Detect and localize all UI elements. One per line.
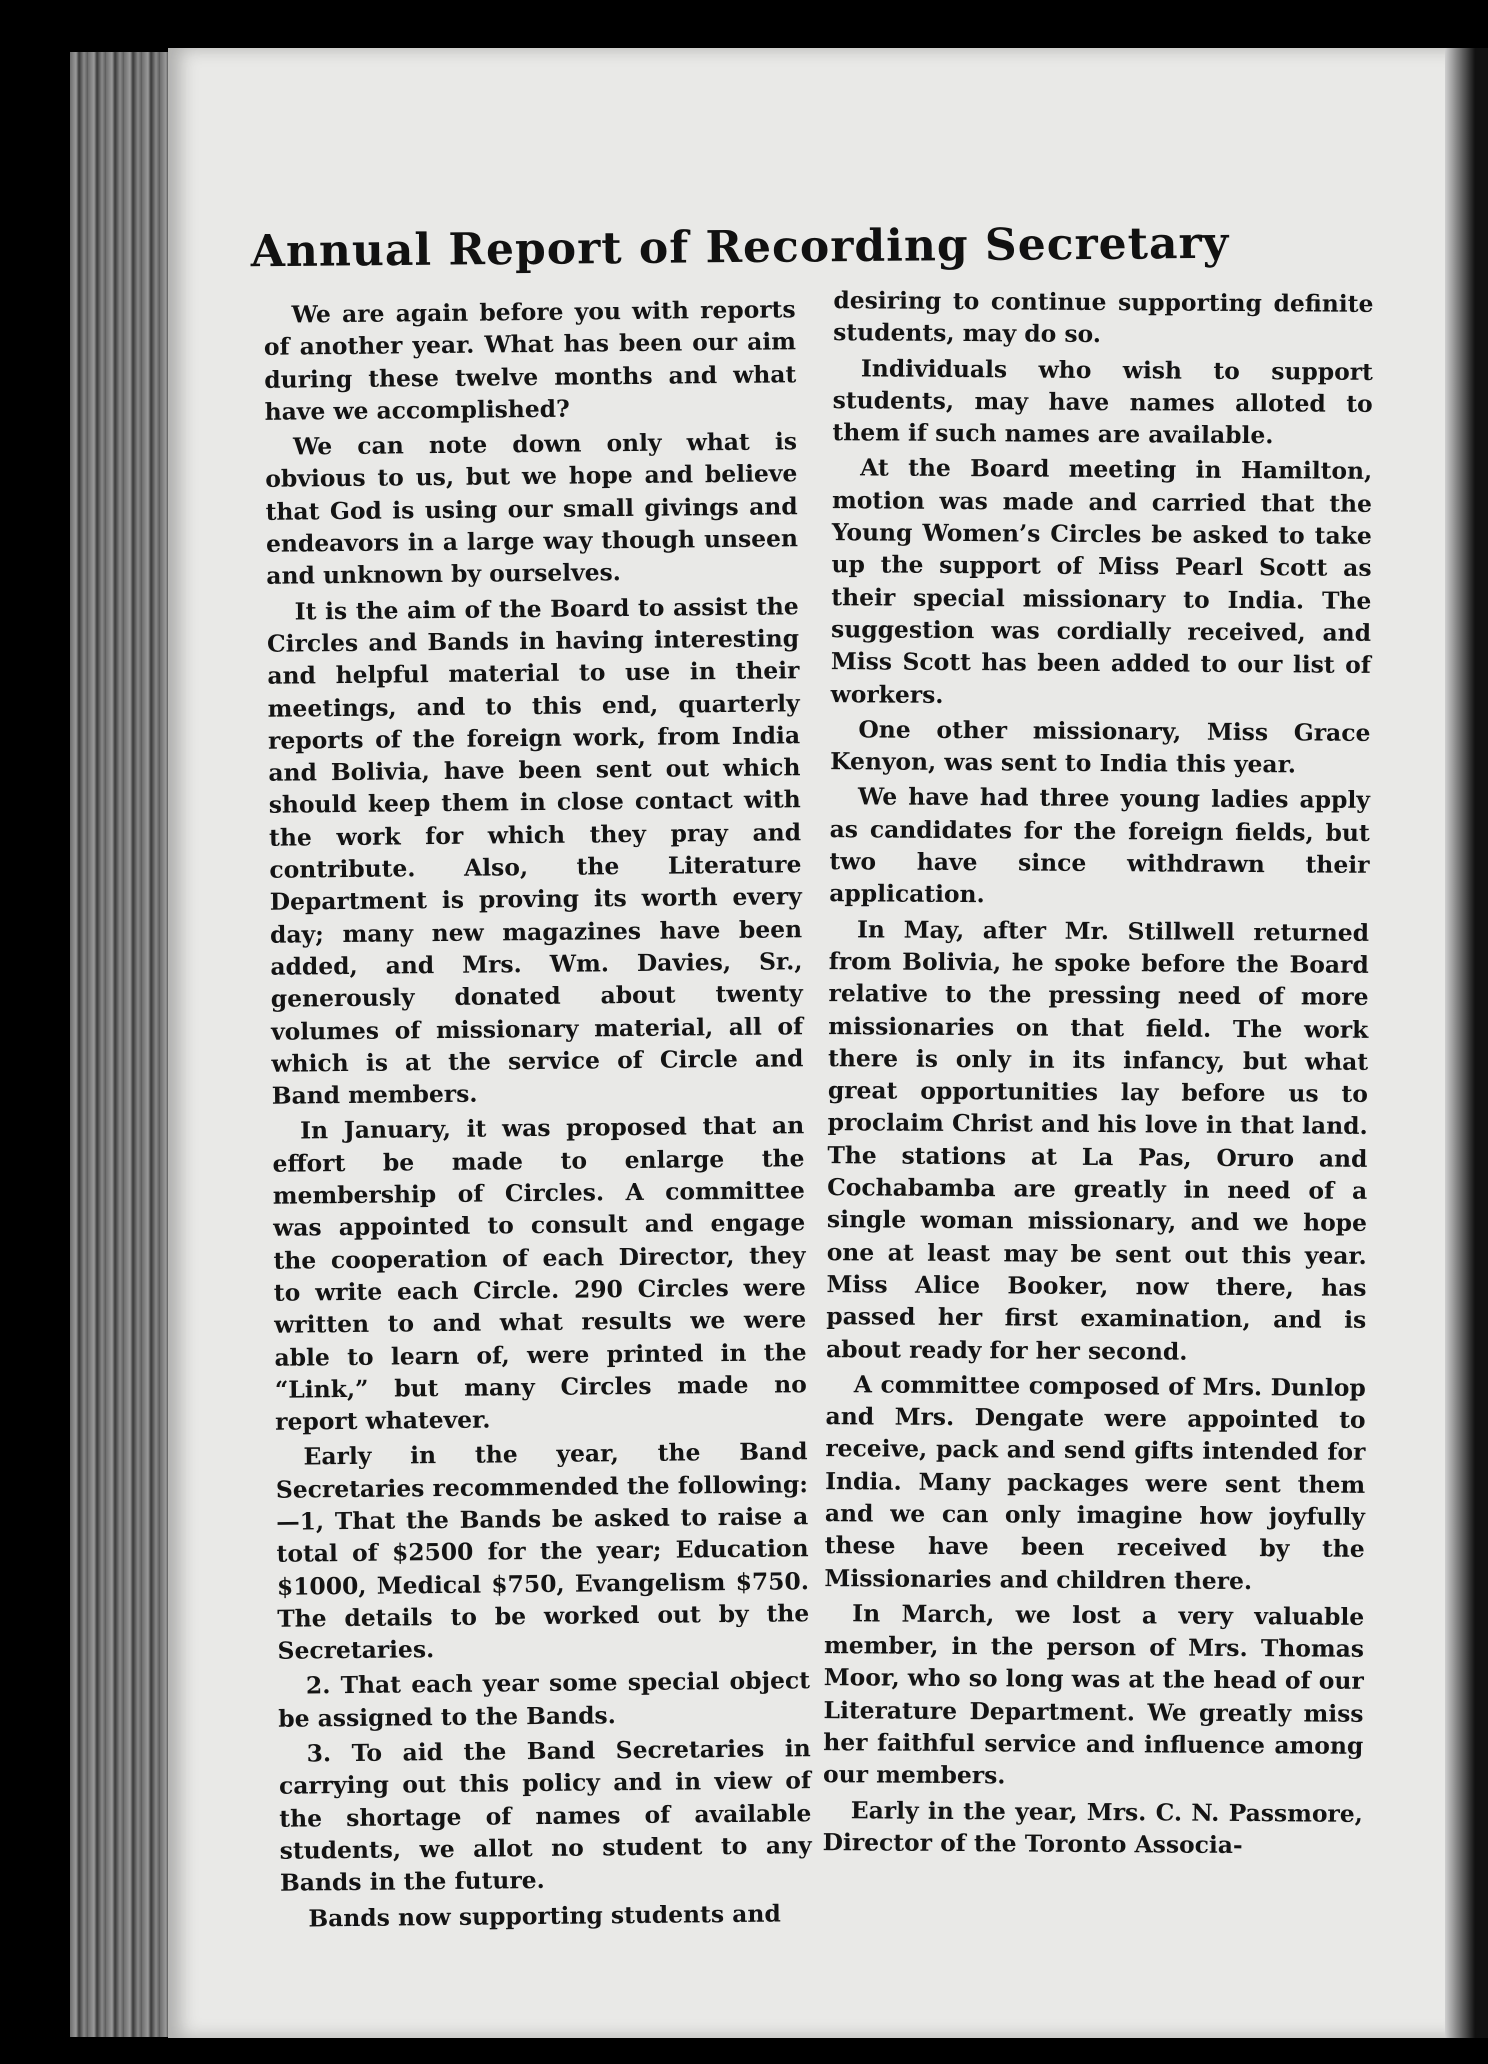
paragraph: We are again before you with reports of another year. What has been our aim during these twelve months and what have we accomplished?	[263, 295, 797, 426]
paragraph: It is the aim of the Board to assist the Circles and Bands in having interesting and helpful material to use in their meetings, and to this end, quarterly reports of the foreign work, from India and Bolivia, have been sent out which should keep them in close contact with the work for which they pray and contribute. Also, the Literature Department is proving its worth every day; many new magazines have been added, and Mrs. Wm. Davies, Sr., generously donated about twenty volumes of missionary material, all of which is at the service of Circle and Band members.	[266, 591, 804, 1110]
paragraph: Early in the year, the Band Secretaries recommended the following:—1, That the Bands be asked to raise a total of $2500 for the year; Education $1000, Medical $750, Evangelism $750. The details to be worked out by the Secretaries.	[275, 1437, 810, 1665]
left-column	[263, 293, 812, 1937]
paragraph: We have had three young ladies apply as candidates for the foreign fields, but two have since withdrawn their application.	[829, 782, 1371, 909]
paragraph: We can note down only what is obvious to us, but we hope and believe that God is using our small givings and endeavors in a large way though unseen and unknown by ourselves.	[265, 427, 799, 591]
paragraph: In March, we lost a very valuable member, in the person of Mrs. Thomas Moor, who so long was at the head of our Literature Department. We greatly miss her faithful service and influence among our members.	[823, 1599, 1365, 1790]
paragraph: In January, it was proposed that an effort be made to enlarge the membership of Circles. A committee was appointed to consult and engage the cooperation of each Director, they to write each Circle. 290 Circles were written to and what results we were able to learn of, were printed in the “Link,” but many Circles made no report whatever.	[272, 1111, 807, 1436]
paragraph: 3. To aid the Band Secretaries in carrying out this policy and in view of the shortage of names of available students, we allot no student to any Bands in the future.	[278, 1734, 812, 1897]
paragraph: Bands now supporting students and	[308, 1899, 781, 1932]
paragraph: In May, after Mr. Stillwell returned from Bolivia, he spoke before the Board relative to the pressing need of more missionaries on that field. The work there is only in its infancy, but what great opportunities lay before us to proclaim Christ and his love in that land. The stations at La Pas, Oruro and Cochabamba are greatly in need of a single woman missionary, and we hope one at least may be sent out this year. Miss Alice Booker, now there, has passed her first examination, and is about ready for her second.	[825, 914, 1370, 1366]
paragraph-continuation: desiring to continue supporting definite students, may do so.	[833, 286, 1374, 349]
paragraph: 2. That each year some special object be assigned to the Bands.	[278, 1666, 811, 1733]
paragraph: Individuals who wish to support students, may have names alloted to them if such names are available.	[832, 353, 1374, 450]
paragraph: At the Board meeting in Hamilton, motion was made and carried that the Young Women’s Circles be asked to take up the support of Miss Pearl Scott as their special missionary to India. The suggestion was cordially received, and Miss Scott has been added to our list of workers.	[830, 453, 1373, 709]
book-gutter-edge	[1445, 48, 1488, 2038]
scan-border-bottom	[0, 2040, 1488, 2064]
page-title: Annual Report of Recording Secretary	[250, 217, 1230, 278]
right-column	[823, 284, 1374, 1865]
book-page-edges	[70, 52, 170, 2037]
paragraph: A committee composed of Mrs. Dunlop and Mrs. Dengate were appointed to receive, pack and send gifts intended for India. Many packages were sent them and we can only imagine how joyfully these have been received by the Missionaries and children there.	[824, 1370, 1366, 1595]
paragraph: One other missionary, Miss Grace Kenyon, was sent to India this year.	[830, 715, 1371, 779]
paragraph: Early in the year, Mrs. C. N. Passmore, Director of the Toronto Associa-	[822, 1795, 1363, 1859]
